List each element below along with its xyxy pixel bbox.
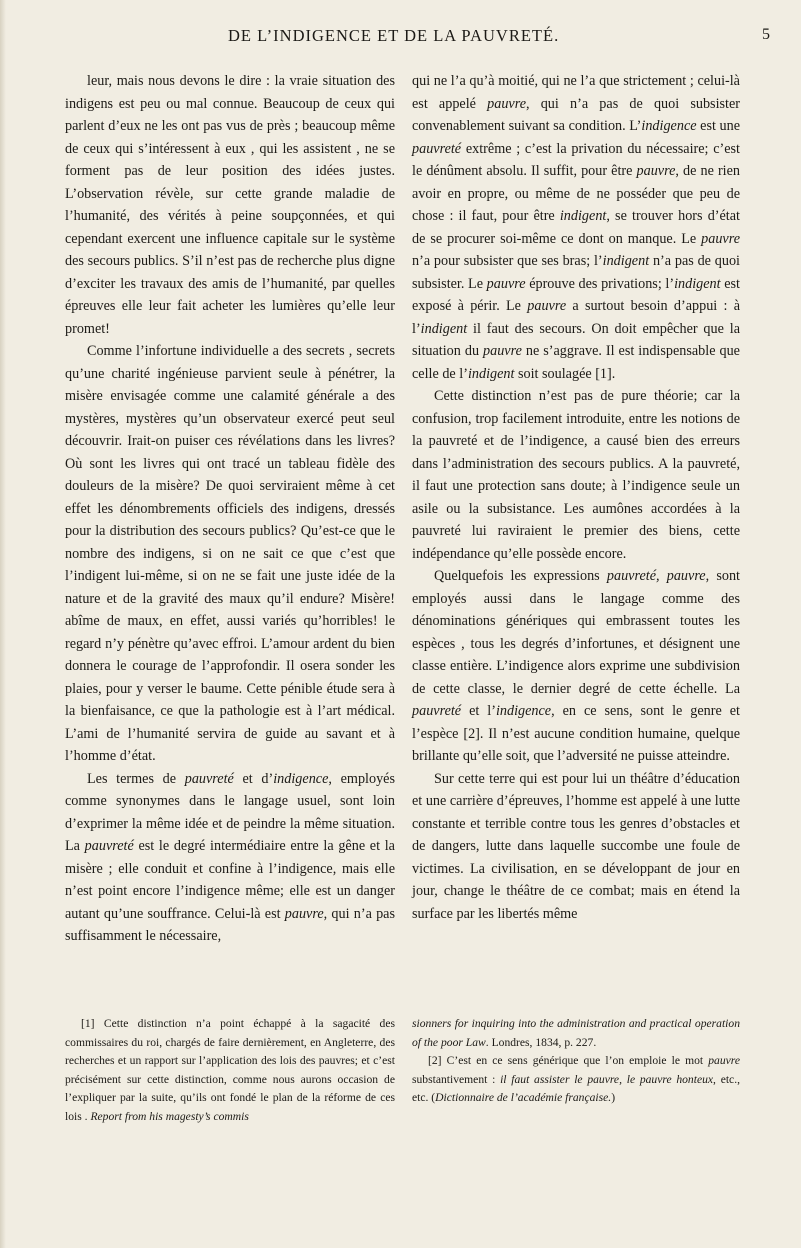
italic-text: pauvre [487,95,526,112]
text-run: , se trouver hors d’état de se procurer soi-même ce dont on manque. Le [412,208,740,247]
text-run: et d’ [233,770,274,787]
italic-text: indigence [273,770,329,787]
text-run: qui ne l’a qu’à moitié, qui ne l’a que strictement ; celui-là est appelé [412,73,740,112]
text-run: Sur cette terre qui est pour lui un théâtre d’éducation et une carrière d’épreuves, l’homme est appelé à une lutte constante et terrible contre tous les genres d’obstacles et de dangers, lutte dans laquelle succombe une foule de victimes. La civilisation, en se développant de jour en jour, change le théâtre de ce combat; mais en étend la surface par les libertés même [412,770,740,922]
footnotes-left [65,1015,395,1126]
italic-text: pauvre [486,275,526,292]
text-run: et l’ [461,703,496,719]
paragraph [412,70,740,385]
text-run: , qui n’a pas de quoi subsister convenablement suivant sa condition. L’ [412,95,740,134]
italic-text: pauvreté [412,140,462,157]
paragraph [65,70,395,340]
text-run: . Londres, 1834, p. 227. [485,1035,597,1049]
running-head: DE L’INDIGENCE ET DE LA PAUVRETÉ. [228,26,560,45]
italic-text: pauvre [284,905,324,922]
italic-text: sionners for inquiring into the administration and practical operation of the poor Law [412,1017,740,1049]
text-run: leur, mais nous devons le dire : la vraie situation des indigens est peu ou mal connue. Beaucoup de ceux qui parlent d’eux ne les ont pas vus de près ; beaucoup même de ceux qui s’intéressent à eux , qui les assistent , ne se forment pas de leur position des idées justes. L’observation révèle, sur cette grande maladie de l’humanité, des vérités à peine soupçonnées, et qui cependant exercent une influence capitale sur le système des secours publics. S’il n’est pas de recherche plus digne d’exciter les travaux des amis de l’humanité, par quelles épreuves elle leur fait acheter les lumières qu’elle leur promet! [65,73,395,337]
italic-text: Report from his magesty’s commis [90,1109,249,1123]
text-run: substantivement : [412,1072,501,1086]
text-run: Les termes de [87,770,185,787]
italic-text: il faut assister le pauvre, le pauvre honteux [500,1072,714,1086]
paragraph [412,1052,740,1108]
text-run: , sont employés aussi dans le langage comme des dénominations génériques qui embrassent toutes les espèces , tous les degrés d’infortunes, et désignent une classe entière. L’indigence alors exprime une subdivision de cette classe, le dernier degré de cette échelle. La [412,568,740,697]
paragraph [412,1015,740,1052]
text-run: Quelquefois les expressions [434,568,607,584]
italic-text: pauvre [483,343,522,359]
page-edge-shadow [0,0,6,1248]
text-run: , etc., etc. ( [412,1072,740,1104]
body-column-right [412,70,740,925]
italic-text: pauvre [636,163,676,179]
text-run: éprouve des privations; l’ [525,275,675,292]
text-run: [1] Cette distinction n’a point échappé à la sagacité des commissaires du roi, chargés de faire dernièrement, en Angleterre, des recherches et un rapport sur l’application des lois des pauvres; et c’est précisément sur cette distinction, comme nous aurons occasion de l’expliquer par la suite, qu’ils ont fondé le plan de la réforme de ces lois . [65,1017,395,1123]
text-run: est le degré intermédiaire entre la gêne et la misère ; elle conduit et confine à l’indigence, mais elle n’est point encore l’indigence même; elle est un danger autant qu’une souffrance. Celui-là est [65,838,395,922]
italic-text: pauvre [701,230,740,247]
text-run: ) [611,1091,616,1104]
text-run: [2] C’est en ce sens générique que l’on emploie le mot [428,1054,709,1067]
text-run: n’a pour subsister que ses bras; l’ [412,253,603,269]
paragraph [412,768,740,926]
text-run: ne s’aggrave. Il est indispensable que celle de l’ [412,343,740,382]
italic-text: indigence [641,118,697,134]
italic-text: indigence [495,703,552,719]
page-number: 5 [762,26,770,43]
text-run: a surtout besoin d’appui : à l’ [412,298,741,337]
text-run: , en ce sens, sont le genre et l’espèce [2]. Il n’est aucune condition humaine, quelque brillante qu’elle soit, que l’adversité ne puisse atteindre. [412,703,741,764]
paragraph [412,385,740,565]
text-run: est exposé à périr. Le [412,275,740,314]
italic-text: pauvre [527,298,567,314]
text-run: extrême ; c’est la privation du nécessaire; c’est le dénûment absolu. Il suffit, pour être [412,140,740,179]
paragraph [65,768,395,948]
text-run: est une [696,118,740,134]
paragraph [65,1015,395,1126]
italic-text: indigent [674,275,721,292]
italic-text: pauvreté [84,838,134,854]
italic-text: Dictionnaire de l’académie française. [435,1091,612,1104]
italic-text: indigent [602,253,650,269]
text-run: Cette distinction n’est pas de pure théorie; car la confusion, trop facilement introduite, entre les notions de la pauvreté et de l’indigence, a causé bien des erreurs dans l’administration des secours publics. A la pauvreté, il faut une protection sans doute; à l’indigence seule un asile ou la subsistance. Les aumônes accordées à la pauvreté lui raviraient le premier des biens, cette indépendance qu’elle possède encore. [412,388,740,562]
text-run: il faut des secours. On doit empêcher que la situation du [412,320,740,359]
italic-text: pauvreté [184,770,234,787]
text-run: , qui n’a pas suffisamment le nécessaire, [65,905,395,944]
italic-text: pauvreté, pauvre [606,568,706,584]
body-column-left [65,70,395,948]
italic-text: pauvre [708,1054,740,1067]
footnotes-right [412,1015,740,1108]
italic-text: indigent [420,320,468,337]
italic-text: pauvreté [412,703,462,719]
italic-text: indigent [467,365,515,382]
text-run: n’a pas de quoi subsister. Le [412,253,740,292]
text-run: , employés comme synonymes dans le langage usuel, sont loin d’exprimer la même idée et de peindre la même situation. La [65,770,395,854]
paragraph [412,565,740,768]
text-run: , de ne rien avoir en propre, ou même de ne posséder que peu de chose : il faut, pour être [412,163,740,224]
text-run: Comme l’infortune individuelle a des secrets , secrets qu’une charité ingénieuse parvient seule à pénétrer, la misère envisagée comme une calamité générale a des mystères, mystères qu’un observateur exercé peut seul découvrir. Irait-on puiser ces révélations dans les livres? Où sont les livres qui ont tracé un tableau fidèle des douleurs de la misère? De quoi serviraient même à cet effet les dénombrements officiels des indigens, dressés pour la distribution des secours publics? Qu’est-ce que le nombre des indigens, si on ne sait ce que c’est que l’indigent lui-même, si on ne se fait une juste idée de la nature et de la gravité des maux qu’il endure? Misère! abîme de maux, en effet, aussi variés qu’horribles! le regard n’y pénètre qu’avec effroi. L’amour ardent du bien donnera le courage de l’approfondir. Il osera sonder les plaies, pour y verser le baume. Cette pénible étude sera à la bienfaisance, ce que la pathologie est à l’art médical. L’ami de l’humanité servira de guide au savant et à l’homme d’état. [65,343,395,764]
italic-text: indigent [559,208,607,224]
text-run: soit soulagée [1]. [514,365,616,382]
paragraph [65,340,395,768]
